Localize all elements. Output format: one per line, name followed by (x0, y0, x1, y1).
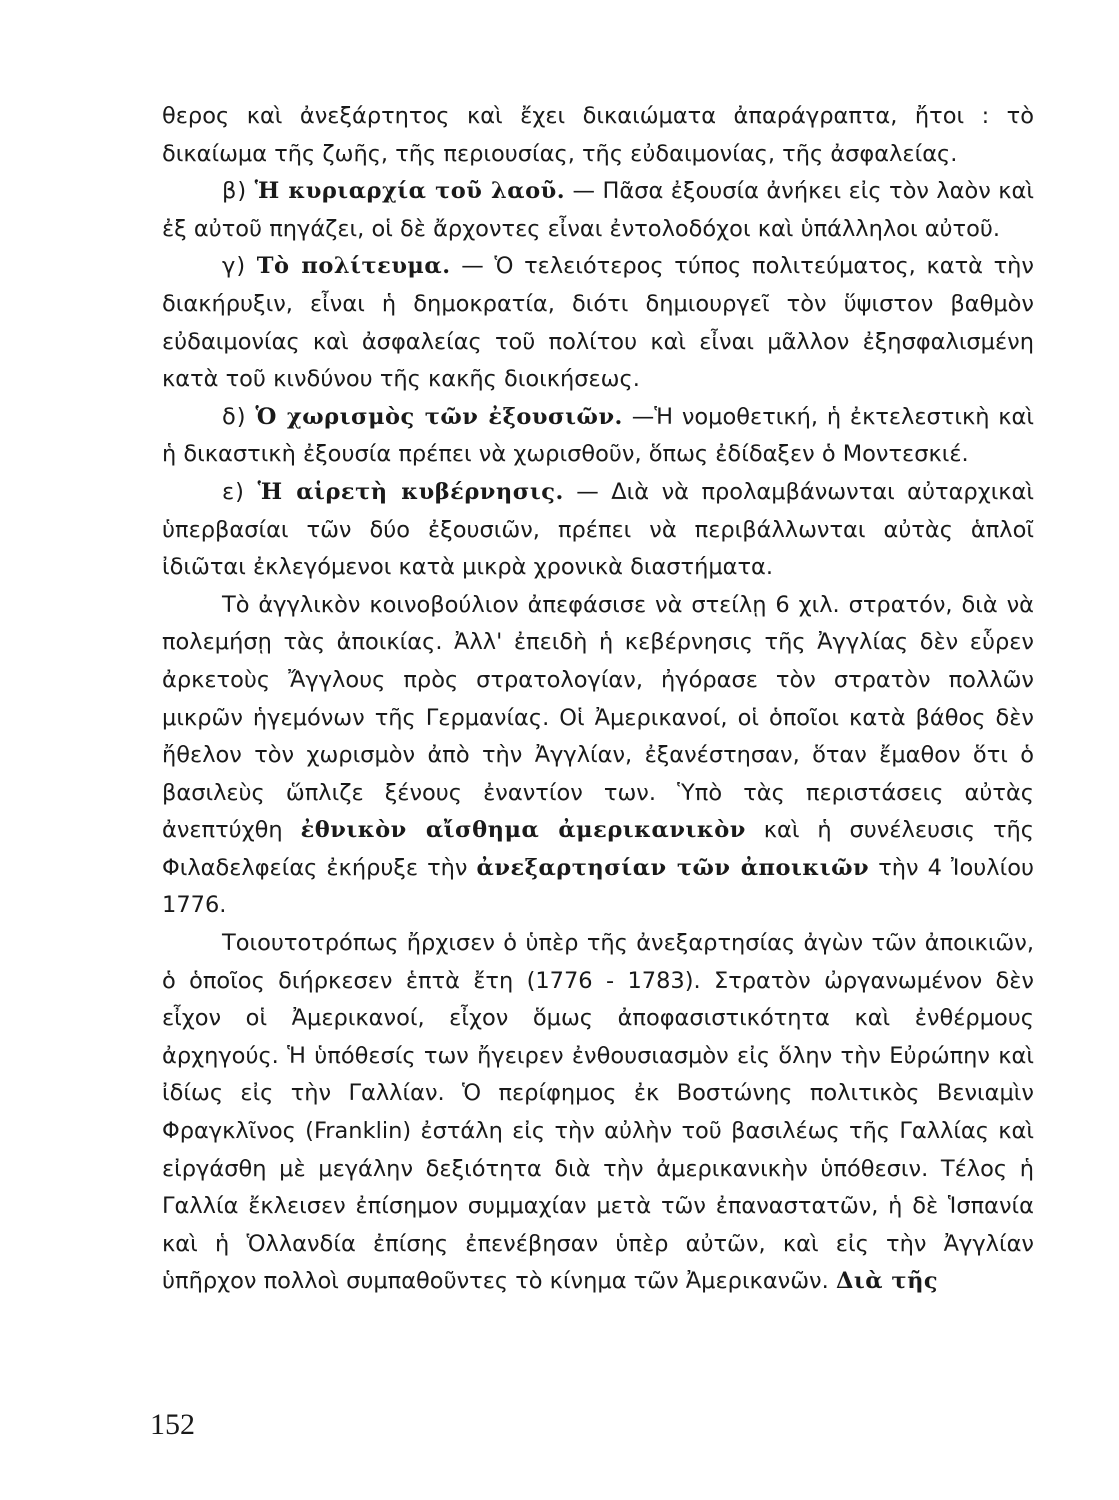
item-body: —Ἡ νομοθετική, ἡ ἐκτελεστικὴ καὶ ἡ δικαστικὴ ἐξουσία πρέπει νὰ χωρισθοῦν, ὅπως ἐδίδαξεν ὁ Μοντεσκιέ. (162, 403, 1035, 468)
paragraph-epsilon (162, 474, 1034, 587)
paragraph-delta (162, 399, 1034, 474)
bold-phrase: ἐθνικὸν αἴσθημα ἀμερικανικὸν (300, 817, 746, 844)
page-number: 152 (150, 1408, 195, 1441)
paragraph-beta (162, 173, 1034, 248)
item-label: δ) (222, 403, 247, 430)
item-body: — Ὁ τελειότερος τύπος πολιτεύματος, κατὰ τὴν διακήρυξιν, εἶναι ἡ δημοκρατία, διότι δημιουργεῖ τὸν ὕψιστον βαθμὸν εὐδαιμονίας καὶ ἀσφαλείας τοῦ πολίτου καὶ εἶναι μᾶλλον ἐξησφαλισμένη κατὰ τοῦ κινδύνου τῆς κακῆς διοικήσεως. (162, 253, 1034, 393)
paragraph-continuation (162, 98, 1034, 173)
paragraph-war-of-independence (162, 925, 1034, 1301)
item-heading: Ἡ αἱρετὴ κυβέρνησις. (257, 478, 564, 505)
paragraph-british-parliament (162, 587, 1034, 925)
item-label: ε) (222, 478, 245, 505)
item-label: β) (222, 178, 248, 205)
paragraph-text: τὴν 4 Ἰουλίου 1776. (162, 854, 1034, 919)
item-label: γ) (222, 253, 247, 280)
item-heading: Ἡ κυριαρχία τοῦ λαοῦ. (254, 178, 566, 205)
paragraph-text: θερος καὶ ἀνεξάρτητος καὶ ἔχει δικαιώματα ἀπαράγραπτα, ἤτοι : τὸ δικαίωμα τῆς ζωῆς, τῆς περιουσίας, τῆς εὐδαιμονίας, τῆς ἀσφαλείας. (162, 103, 1034, 167)
paragraph-text: Τοιουτοτρόπως ἤρχισεν ὁ ὑπὲρ τῆς ἀνεξαρτησίας ἀγὼν τῶν ἀποικιῶν, ὁ ὁποῖος διήρκεσεν ἑπτὰ ἔτη (1776 - 1783). Στρατὸν ὠργανωμένον δὲν εἶχον οἱ Ἀμερικανοί, εἶχον ὅμως ἀποφασιστικότητα καὶ ἐνθέρμους ἀρχηγούς. Ἡ ὑπόθεσίς των ἤγειρεν ἐνθουσιασμὸν εἰς ὅλην τὴν Εὐρώπην καὶ ἰδίως εἰς τὴν Γαλλίαν. Ὁ περίφημος ἐκ Βοστώνης πολιτικὸς Βενιαμὶν Φραγκλῖνος (Franklin) ἐστάλη εἰς τὴν αὐλὴν τοῦ βασιλέως τῆς Γαλλίας καὶ εἰργάσθη μὲ μεγάλην δεξιότητα διὰ τὴν ἀμερικανικὴν ὑπόθεσιν. Τέλος ἡ Γαλλία ἔκλεισεν ἐπίσημον συμμαχίαν μετὰ τῶν ἐπαναστατῶν, ἡ δὲ Ἱσπανία καὶ ἡ Ὁλλανδία ἐπίσης ἐπενέβησαν ὑπὲρ αὐτῶν, καὶ εἰς τὴν Ἀγγλίαν ὑπῆρχον πολλοὶ συμπαθοῦντες τὸ κίνημα τῶν Ἀμερικανῶν. (162, 930, 1034, 1295)
paragraph-gamma (162, 248, 1034, 398)
paragraph-text: Τὸ ἀγγλικὸν κοινοβούλιον ἀπεφάσισε νὰ στείλῃ 6 χιλ. στρατόν, διὰ νὰ πολεμήσῃ τὰς ἀποικίας. Ἀλλ' ἐπειδὴ ἡ κεβέρνησις τῆς Ἀγγλίας δὲν εὗρεν ἀρκετοὺς Ἄγγλους πρὸς στρατολογίαν, ἠγόρασε τὸν στρατὸν πολλῶν μικρῶν ἡγεμόνων τῆς Γερμανίας. Οἱ Ἀμερικανοί, οἱ ὁποῖοι κατὰ βάθος δὲν ἤθελον τὸν χωρισμὸν ἀπὸ τὴν Ἀγγλίαν, ἐξανέστησαν, ὅταν ἔμαθον ὅτι ὁ βασιλεὺς ὥπλιζε ξένους ἐναντίον των. Ὑπὸ τὰς περιστάσεις αὐτὰς ἀνεπτύχθη (162, 591, 1034, 844)
bold-phrase: Διὰ τῆς (835, 1268, 939, 1295)
item-body: — Πᾶσα ἐξουσία ἀνήκει εἰς τὸν λαὸν καὶ ἐξ αὐτοῦ πηγάζει, οἱ δὲ ἄρχοντες εἶναι ἐντολοδόχοι καὶ ὑπάλληλοι αὐτοῦ. (162, 178, 1035, 242)
item-body: — Διὰ νὰ προλαμβάνωνται αὐταρχικαὶ ὑπερβασίαι τῶν δύο ἐξουσιῶν, πρέπει νὰ περιβάλλωνται αὐτὰς ἁπλοῖ ἰδιῶται ἐκλεγόμενοι κατὰ μικρὰ χρονικὰ διαστήματα. (162, 478, 1035, 581)
bold-phrase: ἀνεξαρτησίαν τῶν ἀποικιῶν (476, 854, 870, 881)
body-text (162, 98, 1034, 1301)
item-heading: Ὁ χωρισμὸς τῶν ἐξουσιῶν. (255, 403, 623, 430)
item-heading: Τὸ πολίτευμα. (256, 253, 451, 280)
paragraph-text: καὶ ἡ συνέλευσις τῆς Φιλαδελφείας ἐκήρυξε τὴν (162, 817, 1034, 881)
